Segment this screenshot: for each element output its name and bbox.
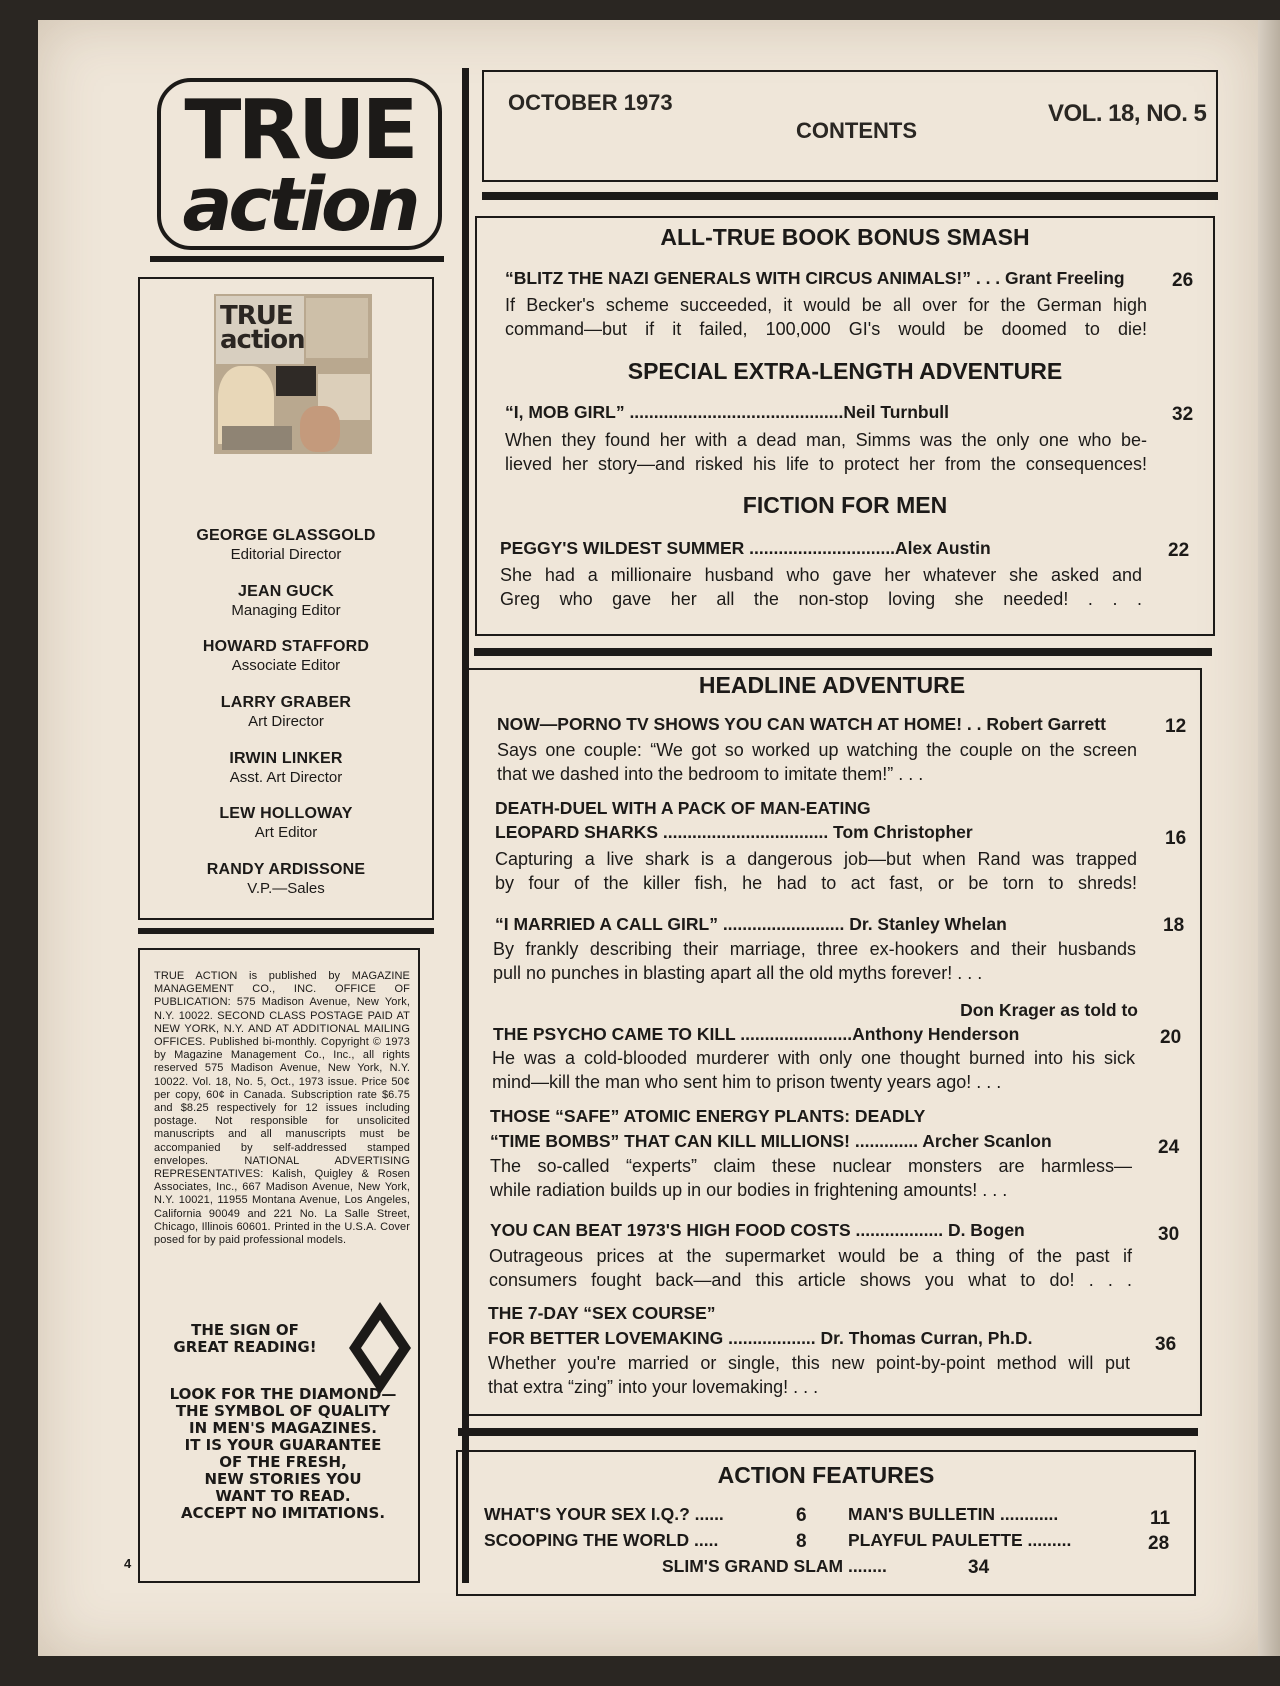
diamond-icon (345, 1298, 415, 1398)
contents-title: CONTENTS (796, 118, 917, 143)
magazine-logo (157, 78, 442, 250)
staff-role: Asst. Art Director (229, 769, 343, 786)
article-desc: The so-called “experts” claim these nuclear monsters are harmless— while radiation builds up in our bodies in frightening amounts! . . . (490, 1156, 1132, 1200)
staff-name: JEAN GUCK (237, 583, 335, 600)
feature-page: 6 (796, 1505, 807, 1526)
feature-title: SCOOPING THE WORLD ..... (484, 1530, 719, 1550)
sign-text: THE SIGN OF GREAT READING! (173, 1321, 317, 1356)
feature-title: PLAYFUL PAULETTE ......... (848, 1530, 1072, 1550)
feature-title: MAN'S BULLETIN ............ (848, 1504, 1059, 1524)
feature-page: 8 (796, 1531, 807, 1552)
staff-entry (140, 583, 432, 619)
staff-role: Managing Editor (231, 602, 341, 619)
feature-page: 28 (1148, 1533, 1170, 1554)
feature-page: 34 (968, 1557, 990, 1578)
staff-role: Editorial Director (230, 546, 342, 563)
article-page: 12 (1165, 716, 1187, 737)
article-title: “BLITZ THE NAZI GENERALS WITH CIRCUS ANIMALS!” . . . Grant Freeling (505, 268, 1125, 288)
article-title: PEGGY'S WILDEST SUMMER ..............................Alex Austin (500, 538, 991, 558)
diamond-slogan: LOOK FOR THE DIAMOND— THE SYMBOL OF QUALITY IN MEN'S MAGAZINES. IT IS YOUR GUARANTEE OF THE FRESH, NEW STORIES YOU WANT TO READ. ACCEPT NO IMITATIONS. (169, 1385, 397, 1522)
article-page: 16 (1165, 828, 1187, 849)
staff-role: Art Director (248, 713, 324, 730)
article-desc: Outrageous prices at the supermarket would be a thing of the past if consumers fought back—and this article shows you what to do! . . . (489, 1246, 1132, 1290)
staff-entry (140, 638, 432, 674)
article-title: YOU CAN BEAT 1973'S HIGH FOOD COSTS .................. D. Bogen (490, 1220, 1025, 1240)
article-desc: She had a millionaire husband who gave her whatever she asked and Greg who gave her all the non-stop loving she needed! . . . (500, 565, 1142, 609)
article-title: LEOPARD SHARKS .................................. Tom Christopher (495, 822, 973, 842)
staff-role: Art Editor (254, 824, 318, 841)
feature-title: SLIM'S GRAND SLAM ........ (662, 1556, 887, 1576)
section-rule (474, 648, 1212, 656)
staff-entry (140, 750, 432, 786)
article-page: 32 (1172, 404, 1194, 425)
article-desc: Says one couple: “We got so worked up watching the couple on the screen that we dashed into the bedroom to imitate them!” . . . (497, 740, 1137, 784)
staff-name: RANDY ARDISSONE (206, 861, 366, 878)
cover-logo: TRUE action (220, 301, 305, 355)
article-title: “TIME BOMBS” THAT CAN KILL MILLIONS! ............. Archer Scanlon (490, 1131, 1052, 1151)
article-page: 18 (1163, 915, 1185, 936)
article-page: 20 (1160, 1027, 1182, 1048)
page-number: 4 (124, 1556, 132, 1571)
article-title: THE PSYCHO CAME TO KILL .......................Anthony Henderson (493, 1024, 1020, 1044)
section-heading: HEADLINE ADVENTURE (698, 672, 966, 698)
article-page: 24 (1158, 1137, 1180, 1158)
staff-entry (140, 694, 432, 730)
article-desc: Whether you're married or single, this new point-by-point method will put that extra “zing” into your lovemaking! . . . (488, 1353, 1130, 1397)
header-rule (482, 192, 1218, 200)
article-page: 22 (1168, 540, 1190, 561)
feature-page: 11 (1150, 1508, 1171, 1529)
logo-rule (150, 256, 444, 262)
staff-role: Associate Editor (231, 657, 341, 674)
staff-name: GEORGE GLASSGOLD (196, 527, 376, 544)
logo-line-action: action (182, 162, 417, 248)
article-page: 26 (1172, 270, 1194, 291)
article-desc: If Becker's scheme succeeded, it would be all over for the German high command—but if it failed, 100,000 GI's would be doomed to die! (505, 295, 1147, 339)
section-heading: SPECIAL EXTRA-LENGTH ADVENTURE (627, 358, 1063, 384)
article-title: FOR BETTER LOVEMAKING .................. Dr. Thomas Curran, Ph.D. (488, 1328, 1033, 1348)
section-rule (458, 1428, 1198, 1436)
staff-entry (140, 527, 432, 563)
volume-number: VOL. 18, NO. 5 (1048, 100, 1207, 127)
article-desc: By frankly describing their marriage, three ex-hookers and their husbands pull no punches in blasting apart all the old myths forever! . . . (493, 939, 1136, 983)
feature-title: WHAT'S YOUR SEX I.Q.? ...... (484, 1504, 724, 1524)
article-desc: When they found her with a dead man, Simms was the only one who be- lieved her story—and risked his life to protect her from the consequences! (505, 430, 1147, 474)
article-title: NOW—PORNO TV SHOWS YOU CAN WATCH AT HOME! . . Robert Garrett (497, 714, 1106, 734)
publication-notice: TRUE ACTION is published by MAGAZINE MANAGEMENT CO., INC. OFFICE OF PUBLICATION: 575 Madison Avenue, New York, N.Y. 10022. SECOND CLASS POSTAGE PAID AT NEW YORK, N.Y. AND AT ADDITIONAL MAILING OFFICES. Published bi-monthly. Copyright © 1973 by Magazine Management Co., Inc., all rights reserved 575 Madison Avenue, New York, N.Y. 10022. Vol. 18, No. 5, Oct., 1973 issue. Price 50¢ per copy, 60¢ in Canada. Subscription rate $6.75 and $8.25 respectively for 12 issues including postage. Not responsible for unsolicited manuscripts and all manuscripts must be accompanied by self-addressed stamped envelopes. NATIONAL ADVERTISING REPRESENTATIVES: Kalish, Quigley & Rosen Associates, Inc., 667 Madison Avenue, New York, N.Y. 10021, 11955 Montana Avenue, Los Angeles, California 90049 and 221 No. La Salle Street, Chicago, Illinois 60601. Printed in the U.S.A. Cover posed for by paid professional models. (154, 970, 410, 1247)
staff-entry (140, 805, 432, 841)
staff-role: V.P.—Sales (247, 880, 325, 897)
cover-thumbnail (214, 294, 372, 454)
logo-line-true: TRUE (184, 83, 415, 178)
section-heading: ALL-TRUE BOOK BONUS SMASH (660, 224, 1030, 250)
staff-name: LARRY GRABER (220, 694, 352, 711)
staff-name: IRWIN LINKER (229, 750, 343, 767)
article-page: 36 (1155, 1334, 1177, 1355)
staff-entry (140, 861, 432, 897)
issue-date: OCTOBER 1973 (508, 90, 673, 115)
article-desc: He was a cold-blooded murderer with only one thought burned into his sick mind—kill the man who sent him to prison twenty years ago! . . . (492, 1048, 1135, 1092)
article-title: “I, MOB GIRL” ............................................Neil Turnbull (505, 402, 950, 422)
section-heading: FICTION FOR MEN (742, 492, 948, 518)
page-edge (1258, 20, 1280, 1656)
article-page: 30 (1158, 1224, 1180, 1245)
section-heading: ACTION FEATURES (717, 1462, 935, 1488)
article-author: Don Krager as told to (960, 1000, 1138, 1020)
article-title: “I MARRIED A CALL GIRL” ......................... Dr. Stanley Whelan (495, 914, 1007, 934)
staff-rule (138, 928, 434, 934)
article-desc: Capturing a live shark is a dangerous job—but when Rand was trapped by four of the killer fish, he had to act fast, or be torn to shreds! (495, 849, 1137, 893)
staff-name: LEW HOLLOWAY (219, 805, 353, 822)
article-title: THE 7-DAY “SEX COURSE” (488, 1303, 716, 1323)
staff-name: HOWARD STAFFORD (202, 638, 370, 655)
article-title: DEATH-DUEL WITH A PACK OF MAN-EATING (495, 798, 871, 818)
article-title: THOSE “SAFE” ATOMIC ENERGY PLANTS: DEADLY (490, 1106, 926, 1126)
